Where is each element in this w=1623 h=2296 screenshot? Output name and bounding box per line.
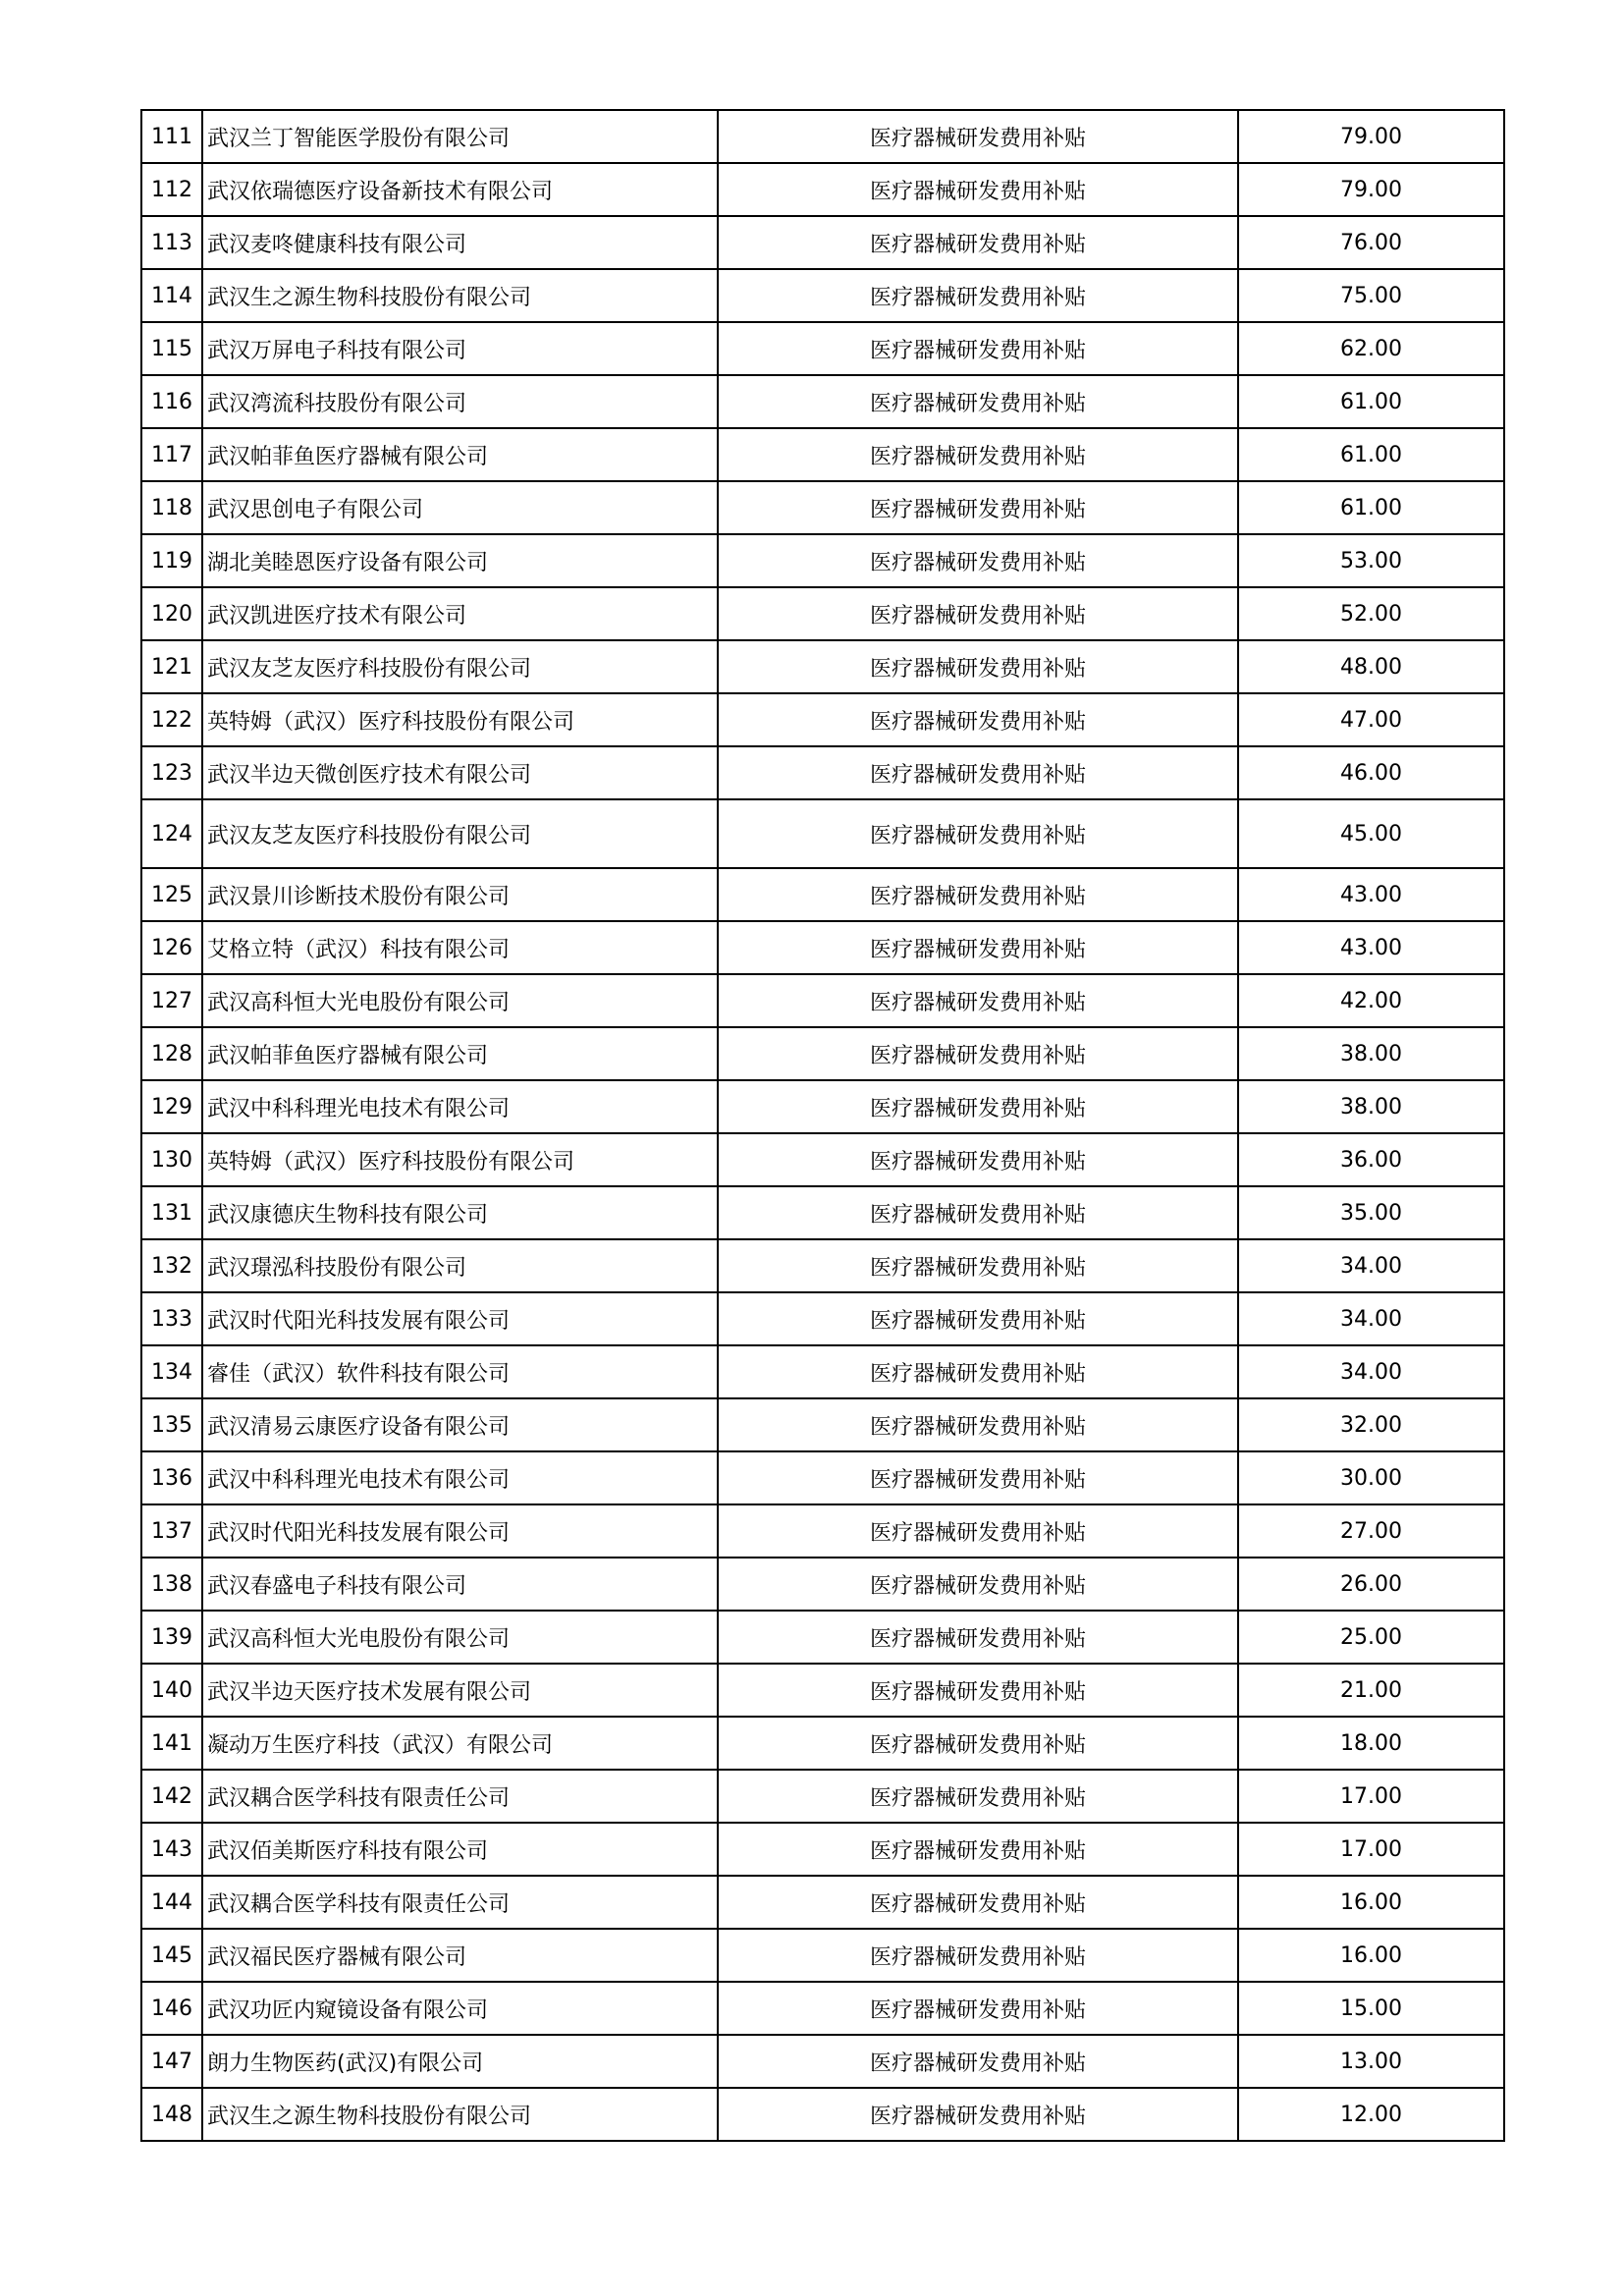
row-number-cell: 121 [141,640,202,693]
amount-cell: 15.00 [1238,1982,1504,2035]
amount-cell: 61.00 [1238,428,1504,481]
row-number-cell: 119 [141,534,202,587]
subsidy-table [140,109,1505,2142]
subsidy-type-cell: 医疗器械研发费用补贴 [718,2035,1238,2088]
subsidy-type-cell: 医疗器械研发费用补贴 [718,1292,1238,1345]
table-row [141,974,1504,1027]
amount-cell: 34.00 [1238,1239,1504,1292]
company-name-cell: 武汉耦合医学科技有限责任公司 [202,1876,718,1929]
row-number-cell: 122 [141,693,202,746]
amount-cell: 21.00 [1238,1664,1504,1717]
subsidy-type-cell: 医疗器械研发费用补贴 [718,974,1238,1027]
company-name-cell: 武汉兰丁智能医学股份有限公司 [202,110,718,163]
subsidy-type-cell: 医疗器械研发费用补贴 [718,1504,1238,1558]
table-row [141,1611,1504,1664]
row-number-cell: 124 [141,799,202,868]
table-row [141,1292,1504,1345]
amount-cell: 27.00 [1238,1504,1504,1558]
table-row [141,1717,1504,1770]
amount-cell: 48.00 [1238,640,1504,693]
subsidy-type-cell: 医疗器械研发费用补贴 [718,1345,1238,1398]
company-name-cell: 武汉时代阳光科技发展有限公司 [202,1292,718,1345]
table-row [141,375,1504,428]
subsidy-type-cell: 医疗器械研发费用补贴 [718,1239,1238,1292]
subsidy-type-cell: 医疗器械研发费用补贴 [718,375,1238,428]
subsidy-type-cell: 医疗器械研发费用补贴 [718,428,1238,481]
row-number-cell: 132 [141,1239,202,1292]
amount-cell: 43.00 [1238,921,1504,974]
table-row [141,428,1504,481]
row-number-cell: 123 [141,746,202,799]
company-name-cell: 武汉春盛电子科技有限公司 [202,1558,718,1611]
company-name-cell: 武汉功匠内窥镜设备有限公司 [202,1982,718,2035]
table-row [141,1982,1504,2035]
company-name-cell: 武汉高科恒大光电股份有限公司 [202,1611,718,1664]
table-row [141,799,1504,868]
company-name-cell: 武汉依瑞德医疗设备新技术有限公司 [202,163,718,216]
subsidy-type-cell: 医疗器械研发费用补贴 [718,921,1238,974]
amount-cell: 18.00 [1238,1717,1504,1770]
row-number-cell: 112 [141,163,202,216]
company-name-cell: 武汉帕菲鱼医疗器械有限公司 [202,1027,718,1080]
row-number-cell: 144 [141,1876,202,1929]
amount-cell: 46.00 [1238,746,1504,799]
table-row [141,868,1504,921]
table-row [141,921,1504,974]
subsidy-type-cell: 医疗器械研发费用补贴 [718,1611,1238,1664]
table-row [141,746,1504,799]
company-name-cell: 英特姆（武汉）医疗科技股份有限公司 [202,693,718,746]
amount-cell: 16.00 [1238,1929,1504,1982]
amount-cell: 76.00 [1238,216,1504,269]
company-name-cell: 武汉万屏电子科技有限公司 [202,322,718,375]
amount-cell: 62.00 [1238,322,1504,375]
amount-cell: 47.00 [1238,693,1504,746]
table-row [141,163,1504,216]
amount-cell: 38.00 [1238,1027,1504,1080]
company-name-cell: 武汉凯进医疗技术有限公司 [202,587,718,640]
table-row [141,2088,1504,2141]
row-number-cell: 116 [141,375,202,428]
amount-cell: 25.00 [1238,1611,1504,1664]
row-number-cell: 147 [141,2035,202,2088]
row-number-cell: 142 [141,1770,202,1823]
table-row [141,1664,1504,1717]
company-name-cell: 武汉康德庆生物科技有限公司 [202,1186,718,1239]
amount-cell: 36.00 [1238,1133,1504,1186]
company-name-cell: 艾格立特（武汉）科技有限公司 [202,921,718,974]
subsidy-type-cell: 医疗器械研发费用补贴 [718,868,1238,921]
subsidy-type-cell: 医疗器械研发费用补贴 [718,1451,1238,1504]
row-number-cell: 125 [141,868,202,921]
table-row [141,640,1504,693]
company-name-cell: 武汉半边天医疗技术发展有限公司 [202,1664,718,1717]
company-name-cell: 武汉麦咚健康科技有限公司 [202,216,718,269]
table-row [141,1027,1504,1080]
subsidy-type-cell: 医疗器械研发费用补贴 [718,2088,1238,2141]
company-name-cell: 武汉高科恒大光电股份有限公司 [202,974,718,1027]
row-number-cell: 115 [141,322,202,375]
amount-cell: 79.00 [1238,110,1504,163]
amount-cell: 45.00 [1238,799,1504,868]
company-name-cell: 武汉中科科理光电技术有限公司 [202,1080,718,1133]
table-row [141,110,1504,163]
table-body [141,110,1504,2141]
amount-cell: 12.00 [1238,2088,1504,2141]
table-row [141,1823,1504,1876]
amount-cell: 42.00 [1238,974,1504,1027]
subsidy-type-cell: 医疗器械研发费用补贴 [718,640,1238,693]
subsidy-type-cell: 医疗器械研发费用补贴 [718,110,1238,163]
amount-cell: 34.00 [1238,1292,1504,1345]
amount-cell: 53.00 [1238,534,1504,587]
subsidy-type-cell: 医疗器械研发费用补贴 [718,216,1238,269]
company-name-cell: 武汉清易云康医疗设备有限公司 [202,1398,718,1451]
table-row [141,587,1504,640]
company-name-cell: 武汉帕菲鱼医疗器械有限公司 [202,428,718,481]
subsidy-type-cell: 医疗器械研发费用补贴 [718,1027,1238,1080]
row-number-cell: 113 [141,216,202,269]
row-number-cell: 111 [141,110,202,163]
company-name-cell: 武汉半边天微创医疗技术有限公司 [202,746,718,799]
table-row [141,1398,1504,1451]
table-row [141,269,1504,322]
subsidy-type-cell: 医疗器械研发费用补贴 [718,1876,1238,1929]
row-number-cell: 143 [141,1823,202,1876]
row-number-cell: 139 [141,1611,202,1664]
company-name-cell: 武汉璟泓科技股份有限公司 [202,1239,718,1292]
row-number-cell: 148 [141,2088,202,2141]
company-name-cell: 武汉生之源生物科技股份有限公司 [202,269,718,322]
table-row [141,1876,1504,1929]
company-name-cell: 武汉友芝友医疗科技股份有限公司 [202,799,718,868]
amount-cell: 26.00 [1238,1558,1504,1611]
amount-cell: 61.00 [1238,481,1504,534]
row-number-cell: 118 [141,481,202,534]
table-row [141,2035,1504,2088]
row-number-cell: 140 [141,1664,202,1717]
amount-cell: 17.00 [1238,1823,1504,1876]
row-number-cell: 129 [141,1080,202,1133]
company-name-cell: 英特姆（武汉）医疗科技股份有限公司 [202,1133,718,1186]
amount-cell: 35.00 [1238,1186,1504,1239]
row-number-cell: 117 [141,428,202,481]
row-number-cell: 126 [141,921,202,974]
row-number-cell: 138 [141,1558,202,1611]
row-number-cell: 146 [141,1982,202,2035]
table-row [141,693,1504,746]
table-row [141,1080,1504,1133]
company-name-cell: 朗力生物医药(武汉)有限公司 [202,2035,718,2088]
subsidy-type-cell: 医疗器械研发费用补贴 [718,746,1238,799]
table-row [141,1770,1504,1823]
row-number-cell: 135 [141,1398,202,1451]
row-number-cell: 130 [141,1133,202,1186]
amount-cell: 17.00 [1238,1770,1504,1823]
subsidy-type-cell: 医疗器械研发费用补贴 [718,322,1238,375]
subsidy-type-cell: 医疗器械研发费用补贴 [718,1186,1238,1239]
company-name-cell: 凝动万生医疗科技（武汉）有限公司 [202,1717,718,1770]
table-row [141,1133,1504,1186]
company-name-cell: 武汉佰美斯医疗科技有限公司 [202,1823,718,1876]
table-row [141,216,1504,269]
amount-cell: 16.00 [1238,1876,1504,1929]
subsidy-type-cell: 医疗器械研发费用补贴 [718,587,1238,640]
amount-cell: 43.00 [1238,868,1504,921]
subsidy-type-cell: 医疗器械研发费用补贴 [718,1558,1238,1611]
table-row [141,1558,1504,1611]
table-row [141,1504,1504,1558]
amount-cell: 38.00 [1238,1080,1504,1133]
amount-cell: 61.00 [1238,375,1504,428]
subsidy-type-cell: 医疗器械研发费用补贴 [718,693,1238,746]
amount-cell: 32.00 [1238,1398,1504,1451]
company-name-cell: 武汉福民医疗器械有限公司 [202,1929,718,1982]
company-name-cell: 武汉景川诊断技术股份有限公司 [202,868,718,921]
amount-cell: 52.00 [1238,587,1504,640]
amount-cell: 13.00 [1238,2035,1504,2088]
subsidy-type-cell: 医疗器械研发费用补贴 [718,1398,1238,1451]
table-row [141,481,1504,534]
row-number-cell: 120 [141,587,202,640]
company-name-cell: 武汉思创电子有限公司 [202,481,718,534]
row-number-cell: 131 [141,1186,202,1239]
company-name-cell: 武汉中科科理光电技术有限公司 [202,1451,718,1504]
subsidy-type-cell: 医疗器械研发费用补贴 [718,481,1238,534]
company-name-cell: 湖北美睦恩医疗设备有限公司 [202,534,718,587]
subsidy-type-cell: 医疗器械研发费用补贴 [718,269,1238,322]
row-number-cell: 137 [141,1504,202,1558]
amount-cell: 34.00 [1238,1345,1504,1398]
subsidy-type-cell: 医疗器械研发费用补贴 [718,1664,1238,1717]
subsidy-type-cell: 医疗器械研发费用补贴 [718,1929,1238,1982]
amount-cell: 79.00 [1238,163,1504,216]
table-row [141,1239,1504,1292]
company-name-cell: 武汉耦合医学科技有限责任公司 [202,1770,718,1823]
company-name-cell: 武汉时代阳光科技发展有限公司 [202,1504,718,1558]
company-name-cell: 睿佳（武汉）软件科技有限公司 [202,1345,718,1398]
subsidy-type-cell: 医疗器械研发费用补贴 [718,1133,1238,1186]
subsidy-type-cell: 医疗器械研发费用补贴 [718,1823,1238,1876]
row-number-cell: 114 [141,269,202,322]
subsidy-type-cell: 医疗器械研发费用补贴 [718,1770,1238,1823]
subsidy-type-cell: 医疗器械研发费用补贴 [718,534,1238,587]
table-row [141,534,1504,587]
amount-cell: 30.00 [1238,1451,1504,1504]
subsidy-type-cell: 医疗器械研发费用补贴 [718,1080,1238,1133]
table-row [141,1451,1504,1504]
table-row [141,322,1504,375]
subsidy-type-cell: 医疗器械研发费用补贴 [718,1982,1238,2035]
subsidy-type-cell: 医疗器械研发费用补贴 [718,163,1238,216]
row-number-cell: 127 [141,974,202,1027]
row-number-cell: 128 [141,1027,202,1080]
row-number-cell: 145 [141,1929,202,1982]
company-name-cell: 武汉友芝友医疗科技股份有限公司 [202,640,718,693]
company-name-cell: 武汉生之源生物科技股份有限公司 [202,2088,718,2141]
amount-cell: 75.00 [1238,269,1504,322]
subsidy-type-cell: 医疗器械研发费用补贴 [718,1717,1238,1770]
company-name-cell: 武汉湾流科技股份有限公司 [202,375,718,428]
row-number-cell: 134 [141,1345,202,1398]
table-row [141,1186,1504,1239]
row-number-cell: 136 [141,1451,202,1504]
table-row [141,1345,1504,1398]
subsidy-type-cell: 医疗器械研发费用补贴 [718,799,1238,868]
row-number-cell: 141 [141,1717,202,1770]
row-number-cell: 133 [141,1292,202,1345]
table-row [141,1929,1504,1982]
